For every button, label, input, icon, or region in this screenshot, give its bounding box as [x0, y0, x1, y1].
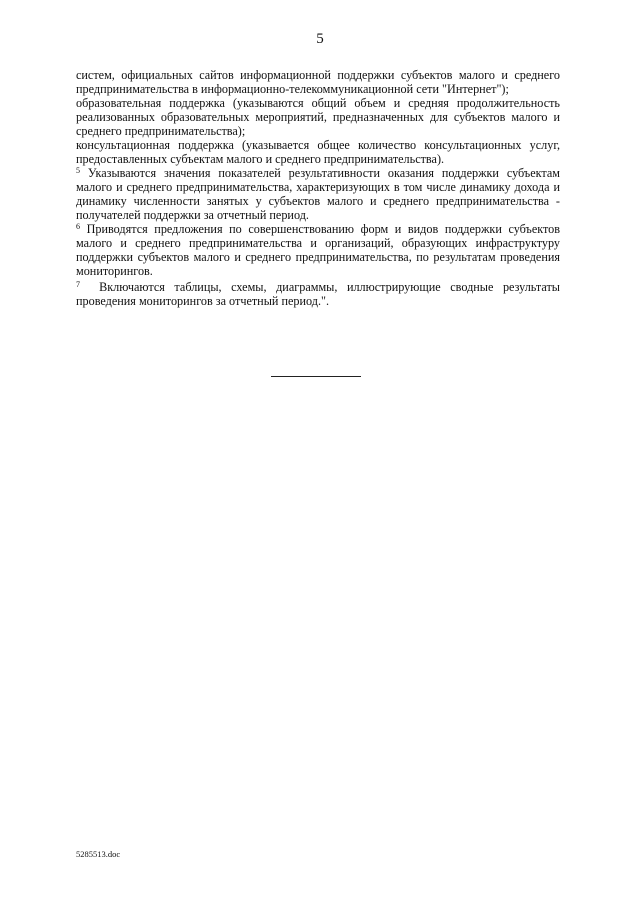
document-file-code: 5285513.doc — [76, 849, 121, 859]
body-paragraph: консультационная поддержка (указывается общее количество консультационных услуг, предоставленных субъектам малого и среднего предпринимательства). — [76, 138, 560, 166]
footnote-text: Указываются значения показателей результативности оказания поддержки субъектам малого и среднего предпринимательства, характеризующих в том числе динамику дохода и динамику численности занятых у субъектов малого и среднего предпринимательства - получателей поддержки за отчетный период. — [76, 166, 560, 222]
footnote-6 — [76, 222, 560, 278]
footnote-marker: 5 — [76, 166, 80, 175]
end-separator-line — [271, 376, 361, 377]
footnote-text: Приводятся предложения по совершенствованию форм и видов поддержки субъектов малого и среднего предпринимательства и организаций, образующих инфраструктуру поддержки субъектов малого и среднего предпринимательства, по результатам проведения мониторингов. — [76, 222, 561, 278]
page-number: 5 — [316, 31, 324, 47]
body-paragraph: образовательная поддержка (указываются общий объем и средняя продолжительность реализованных образовательных мероприятий, предназначенных для субъектов малого и среднего предпринимательства); — [76, 96, 560, 138]
footnote-7 — [76, 280, 560, 308]
body-paragraph: систем, официальных сайтов информационной поддержки субъектов малого и среднего предпринимательства в информационно-телекоммуникационной сети "Интернет"); — [76, 68, 560, 96]
document-body — [76, 68, 560, 308]
footnote-text: Включаются таблицы, схемы, диаграммы, иллюстрирующие сводные результаты проведения мониторингов за отчетный период.". — [76, 280, 560, 308]
footnote-marker: 7 — [76, 280, 80, 289]
footnote-5 — [76, 166, 560, 222]
footnote-marker: 6 — [76, 222, 80, 231]
